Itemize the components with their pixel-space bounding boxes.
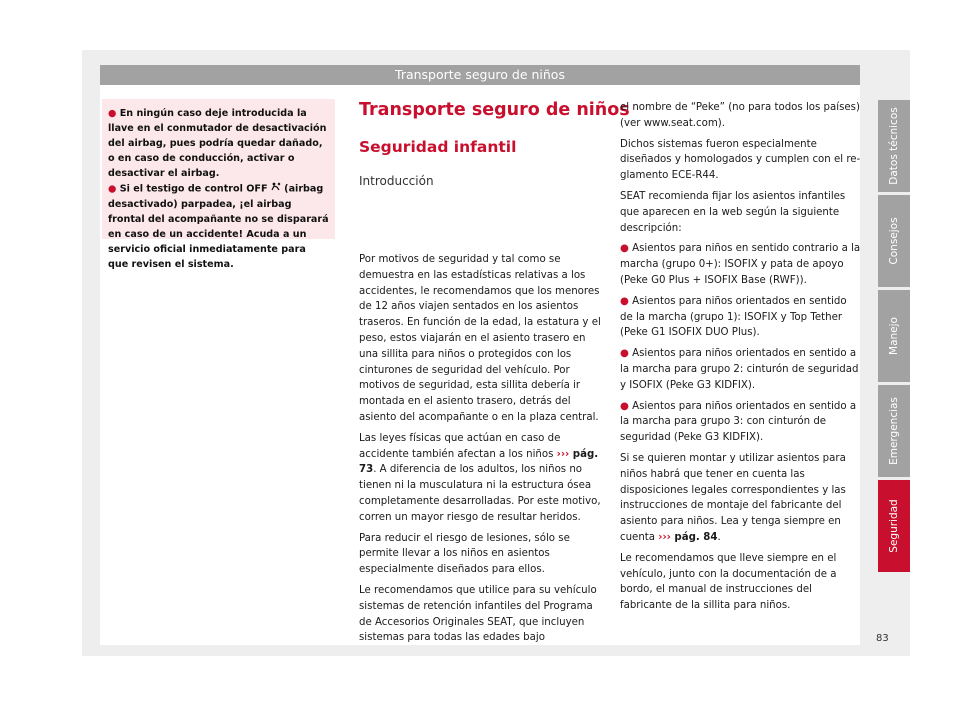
tab-label: Emergencias xyxy=(888,397,900,465)
warning-bullet-1 xyxy=(108,106,329,181)
paragraph-text: Si se quieren montar y utilizar asientos para niños habrá que tener en cuenta las disposiciones legales correspondientes y las instrucciones de montaje del fabricante del asiento para niños. Lea y tenga siempre en cuenta xyxy=(620,452,846,543)
warning-bullet-2 xyxy=(108,181,329,272)
list-item xyxy=(620,294,862,341)
list-item-text: Asientos para niños orientados en sentido de la marcha (grupo 1): ISOFIX y Top Tether (Peke G1 ISOFIX DUO Plus). xyxy=(620,295,847,339)
middle-column xyxy=(359,252,604,651)
list-item xyxy=(620,241,862,288)
tab-label: Seguridad xyxy=(888,499,900,553)
list-item xyxy=(620,399,862,446)
airbag-icon xyxy=(271,181,281,196)
list-item-text: Asientos para niños en sentido contrario a la marcha (grupo 0+): ISOFIX y pata de apoyo (Peke G0 Plus + ISOFIX Base (RWF)). xyxy=(620,243,861,286)
arrow-ref-icon: ››› xyxy=(658,531,671,543)
bullet-icon: ● xyxy=(108,183,117,195)
warning-text-1: En ningún caso deje introducida la llave en el conmutador de desactivación del airbag, pues podría quedar dañado, o en caso de conducción, activar o desactivar el airbag. xyxy=(108,108,327,179)
paragraph: Por motivos de seguridad y tal como se demuestra en las estadísticas relativas a los accidentes, le recomendamos que los menores de 12 años viajen sentados en los asientos traseros. En función de la edad, la estatura y el peso, estos viajarán en el asiento trasero en una sillita para niños o protegidos con los cinturones de seguridad del vehículo. Por motivos de seguridad, esta sillita debería ir montada en el asiento trasero, detrás del asiento del acompañante o en la plaza central. xyxy=(359,254,601,423)
list-item-text: Asientos para niños orientados en sentido a la marcha para grupo 3: con cinturón de seguridad (Peke G3 KIDFIX). xyxy=(620,400,857,444)
paragraph xyxy=(620,451,862,546)
bullet-icon: ● xyxy=(108,108,117,119)
paragraph: Para reducir el riesgo de lesiones, sólo se permite llevar a los niños en asientos especialmente diseñados para ellos. xyxy=(359,532,570,576)
list-item-text: Asientos para niños orientados en sentido a la marcha para grupo 2: cinturón de seguridad y ISOFIX (Peke G3 KIDFIX). xyxy=(620,348,859,391)
tab-label: Datos técnicos xyxy=(888,107,900,185)
warning-text-2-post: (airbag desactivado) parpadea, ¡el airbag frontal del acompañante no se disparará en caso de un accidente! Acuda a un servicio oficial inmediatamente para que revisen el sistema. xyxy=(108,183,329,270)
bullet-icon: ● xyxy=(620,243,629,255)
paragraph-text: Las leyes físicas que actúan en caso de accidente también afectan a los niños xyxy=(359,432,561,460)
section-title: Transporte seguro de niños xyxy=(359,100,630,120)
subsection-subtitle: Introducción xyxy=(359,174,434,188)
warning-box xyxy=(102,99,335,270)
airbag-off-symbol: OFF xyxy=(246,183,268,195)
subsection-title: Seguridad infantil xyxy=(359,138,517,156)
paragraph: Dichos sistemas fueron especialmente diseñados y homologados y cumplen con el re-glamento ECE-R44. xyxy=(620,138,861,182)
tab-manejo[interactable] xyxy=(878,290,910,382)
tab-consejos[interactable] xyxy=(878,195,910,287)
page-number: 83 xyxy=(876,633,889,644)
page-header xyxy=(100,65,860,85)
bullet-icon: ● xyxy=(620,295,629,307)
paragraph: Le recomendamos que lleve siempre en el vehículo, junto con la documentación de a bordo, el manual de instrucciones del fabricante de la sillita para niños. xyxy=(620,552,837,612)
paragraph-text: . xyxy=(717,531,721,543)
paragraph-text: . A diferencia de los adultos, los niños no tienen ni la musculatura ni la estructura ósea completamente desarrolladas. Por este motivo, corren un mayor riesgo de resultar heridos. xyxy=(359,464,601,523)
header-title: Transporte seguro de niños xyxy=(395,67,565,82)
list-item xyxy=(620,346,862,393)
page-reference-link[interactable]: pág. 73 xyxy=(359,448,599,476)
bullet-icon: ● xyxy=(620,348,629,360)
right-column xyxy=(620,100,862,619)
bullet-icon: ● xyxy=(620,400,629,412)
paragraph: Le recomendamos que utilice para su vehículo sistemas de retención infantiles del Programa de Accesorios Originales SEAT, que incluyen sistemas para todas las edades bajo xyxy=(359,584,597,644)
side-tabs xyxy=(878,100,910,575)
tab-emergencias[interactable] xyxy=(878,385,910,477)
tab-datos-tecnicos[interactable] xyxy=(878,100,910,192)
paragraph xyxy=(359,431,604,526)
warning-text-2-pre: Si el testigo de control xyxy=(119,183,247,195)
paragraph: SEAT recomienda fijar los asientos infantiles que aparecen en la web según la siguiente descripción: xyxy=(620,190,846,234)
page-reference-link[interactable]: pág. 84 xyxy=(670,531,718,543)
tab-seguridad[interactable] xyxy=(878,480,910,572)
tab-label: Consejos xyxy=(888,217,900,265)
content-area xyxy=(100,85,860,645)
paragraph: el nombre de “Peke” (no para todos los países) (ver www.seat.com). xyxy=(620,102,860,129)
arrow-ref-icon: ››› xyxy=(556,448,570,460)
tab-label: Manejo xyxy=(888,317,900,355)
